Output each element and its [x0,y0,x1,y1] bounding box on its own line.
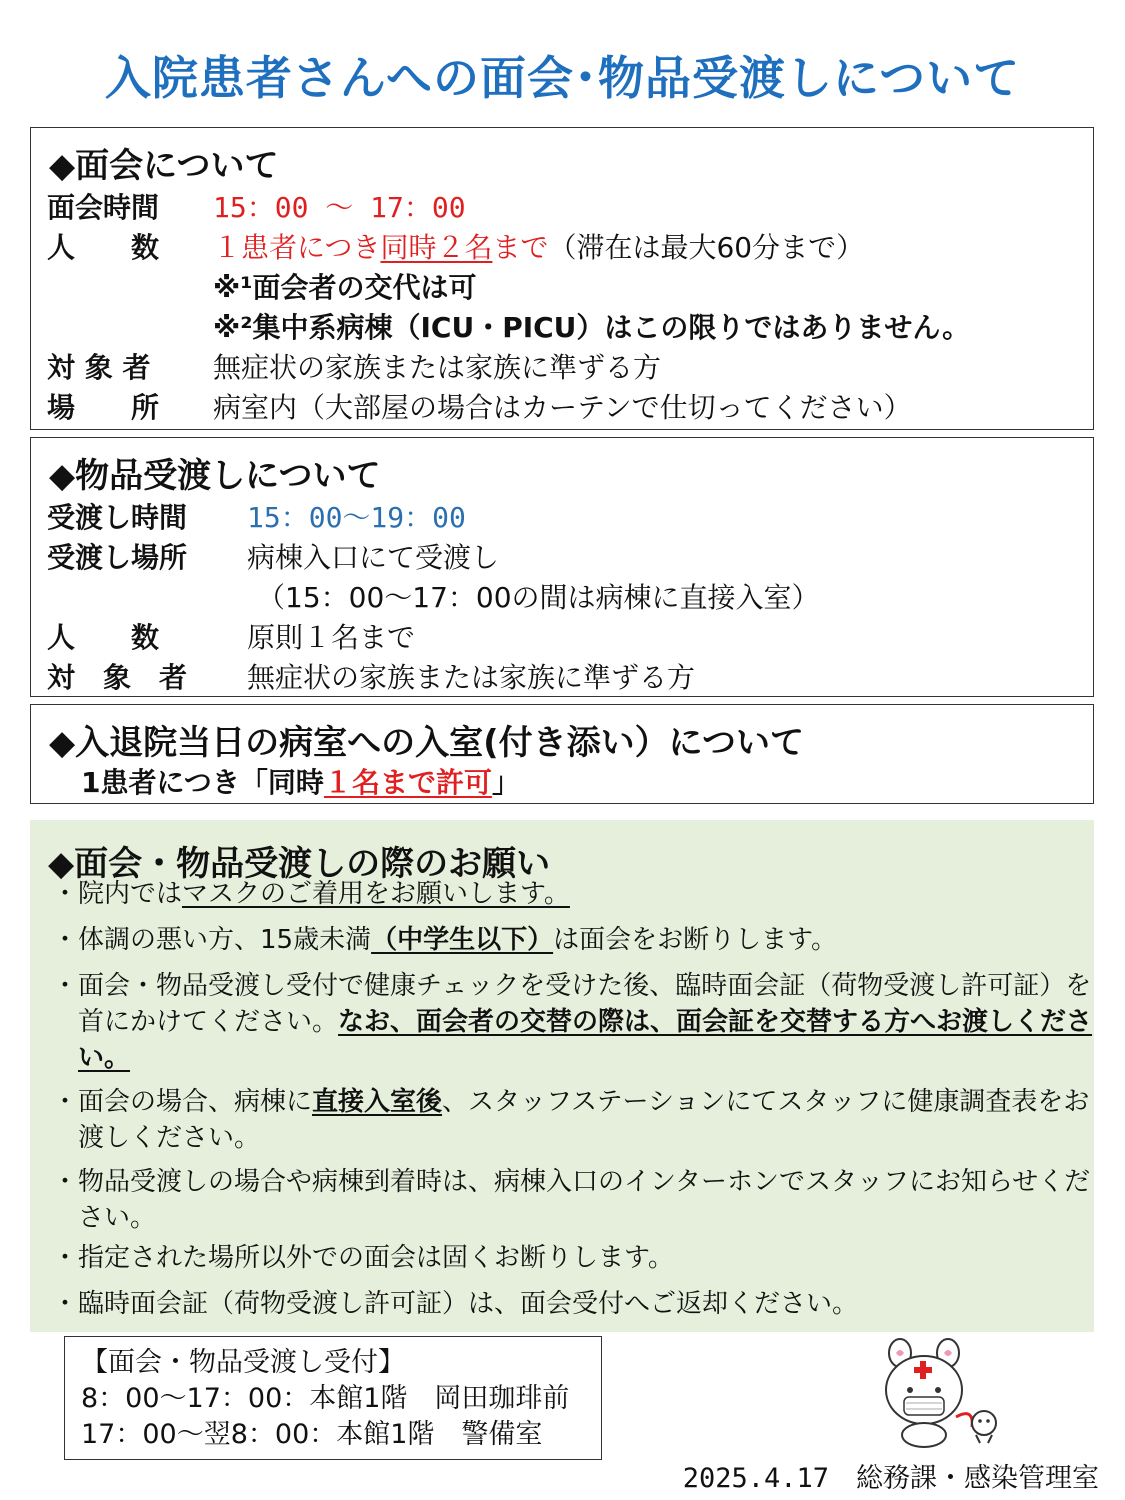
goods-place-note: （15：00～17：00の間は病棟に直接入室） [257,581,820,614]
footer-date-dept: 2025.4.17 総務課・感染管理室 [682,1463,1099,1494]
request-item [52,1240,1098,1276]
reception-line-2: 17：00～翌8：00：本館1階 警備室 [81,1419,543,1450]
bullet-mark: ・ [52,1167,79,1197]
bullet-mark: ・ [52,1243,79,1273]
goods-place-label: 受渡し場所 [47,541,188,574]
goods-place-value: 病棟入口にて受渡し [247,541,500,574]
goods-heading: ◆物品受渡しについて [49,456,381,496]
visit-note-2: ※²集中系病棟（ICU・PICU）はこの限りではありません。 [213,311,971,344]
attend-line-pre: 1患者につき「同時 [81,766,324,799]
request-text: 面会の場合、病棟に [78,1087,313,1117]
visit-count-post: まで [492,231,549,264]
request-text: 面会・物品受渡し受付で健康チェックを受けた後、臨時面会証（荷物受渡し許可証）を首にかけてください。 [78,971,1092,1037]
visit-target-label: 対 象 者 [47,351,151,384]
visit-heading: ◆面会について [49,146,279,186]
goods-time-label: 受渡し時間 [47,501,188,534]
page-title: 入院患者さんへの面会･物品受渡しについて [104,51,1021,105]
request-item [52,968,1098,1076]
visit-count-pre: １患者につき [213,231,381,264]
request-text-underlined: （中学生以下） [371,925,554,955]
reception-line-1: 8：00～17：00：本館1階 岡田珈琲前 [81,1383,570,1414]
visit-section [30,127,1094,430]
request-text: 臨時面会証（荷物受渡し許可証）は、面会受付へご返却ください。 [78,1289,859,1319]
visit-target-value: 無症状の家族または家族に準ずる方 [213,351,662,384]
reception-heading: 【面会・物品受渡し受付】 [81,1347,405,1378]
bullet-mark: ・ [52,971,79,1001]
request-text-underlined: 直接入室後 [312,1087,443,1117]
request-item [52,922,1098,958]
visit-note-1: ※¹面会者の交代は可 [213,271,477,304]
visit-count-line [213,226,864,266]
goods-section [30,437,1094,697]
request-text: 指定された場所以外での面会は固くお断りします。 [78,1243,674,1273]
requests-section [30,820,1094,1332]
request-text: 物品受渡しの場合や病棟到着時は、病棟入口のインターホンでスタッフにお知らせください。 [78,1167,1091,1233]
request-item [52,1286,1098,1322]
attend-line-post: 」 [491,766,520,799]
request-text-underlined: マスクのご着用をお願いします。 [182,879,570,909]
request-text: は面会をお断りします。 [553,925,838,955]
attend-section [30,704,1094,804]
bullet-mark: ・ [52,879,79,909]
request-item [52,1164,1098,1236]
visit-time-value: 15：00 ～ 17：00 [213,191,466,224]
request-text: 体調の悪い方、15歳未満 [78,925,372,955]
bullet-mark: ・ [52,925,79,955]
request-text: 院内では [78,879,183,909]
reception-box [64,1336,602,1460]
request-text: 、スタッフステーションにてスタッフに健康調査表をお渡しください。 [78,1087,1090,1153]
goods-time-value: 15：00～19：00 [247,501,466,534]
attend-heading: ◆入退院当日の病室への入室(付き添い）について [49,723,805,763]
bullet-mark: ・ [52,1087,79,1117]
request-item [52,1084,1098,1156]
request-text-underlined: なお、面会者の交替の際は、面会証を交替する方へお渡しください。 [78,1007,1093,1073]
goods-target-label: 対 象 者 [47,661,188,694]
goods-count-value: 原則１名まで [247,621,416,654]
visit-time-label: 面会時間 [47,191,160,224]
visit-count-note: （滞在は最大60分まで） [548,231,865,264]
nurse-mascot-icon [880,1335,1010,1450]
attend-line [81,761,520,801]
bullet-mark: ・ [52,1289,79,1319]
goods-count-label: 人 数 [47,621,160,654]
visit-place-label: 場 所 [47,391,160,424]
visit-count-label: 人 数 [47,231,160,264]
request-item [52,876,1098,912]
goods-target-value: 無症状の家族または家族に準ずる方 [247,661,696,694]
visit-count-underline: 同時２名 [380,231,493,264]
requests-heading: ◆面会・物品受渡しの際のお願い [48,844,551,884]
visit-place-value: 病室内（大部屋の場合はカーテンで仕切ってください） [213,391,912,424]
attend-line-red: １名まで許可 [323,766,492,799]
